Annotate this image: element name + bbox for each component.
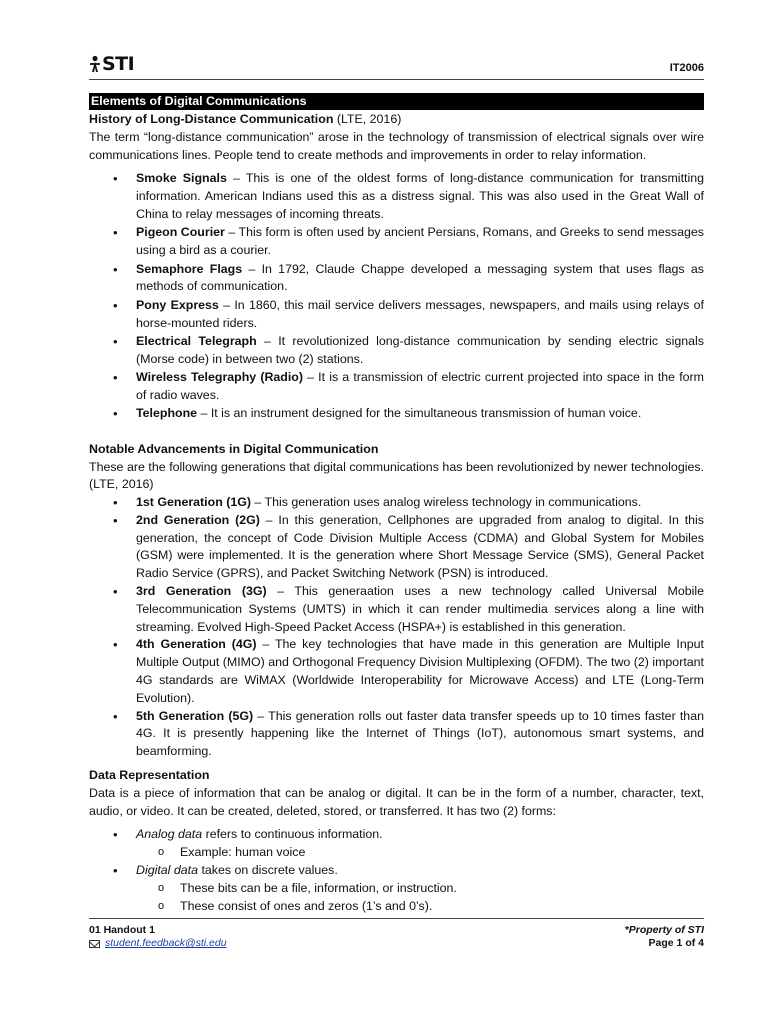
list-item-term: Pigeon Courier xyxy=(136,225,225,240)
list-item-text: – This generation rolls out faster data transfer speeds up to 10 times faster than 4G. It is presently happening like the Internet of Things (IoT), autonomous smart systems, and beamforming. xyxy=(136,708,704,759)
footer-divider xyxy=(89,918,704,919)
title-bar: Elements of Digital Communications xyxy=(89,93,704,110)
list-item-text: – This generation uses analog wireless technology in communications. xyxy=(250,495,642,510)
list-item-term: Analog data xyxy=(136,827,203,842)
list-item-term: Pony Express xyxy=(136,297,219,312)
property-notice: *Property of STI xyxy=(624,924,704,936)
history-list xyxy=(89,170,704,423)
list-item xyxy=(89,636,704,707)
email-row xyxy=(89,937,227,950)
list-item-term: Semaphore Flags xyxy=(136,261,243,276)
list-item-term: Wireless Telegraphy (Radio) xyxy=(136,370,303,385)
footer-right xyxy=(625,924,704,950)
section-title-advancements: Notable Advancements in Digital Communication xyxy=(89,441,379,456)
list-item-term: Smoke Signals xyxy=(136,171,227,186)
list-item-text: – This form is often used by ancient Persians, Romans, and Greeks to send messages using a bird as a courier. xyxy=(136,225,704,258)
list-item xyxy=(89,224,704,260)
document-code: IT2006 xyxy=(669,62,704,74)
list-item xyxy=(89,261,704,297)
section-intro-history: The term “long-distance communication” arose in the technology of transmission of electrical signals over wire communications lines. People tend to create methods and improvements in order to relay information. xyxy=(89,129,704,162)
list-item-term: 3rd Generation (3G) xyxy=(136,584,267,599)
list-item-text: – In 1860, this mail service delivers messages, newspapers, and mails using relays of horse-mounted riders. xyxy=(136,297,704,330)
list-item xyxy=(89,494,704,512)
section-title-history xyxy=(89,111,704,129)
sti-logo xyxy=(89,52,134,76)
list-item-text: – It is a transmission of electric current projected into space in the form of radio waves. xyxy=(136,370,704,402)
sti-logo-icon xyxy=(89,55,101,73)
header-divider xyxy=(89,79,704,80)
list-item xyxy=(89,512,704,583)
section-intro-data-representation: Data is a piece of information that can be analog or digital. It can be in the form of a number, character, text, audio, or video. It can be created, deleted, stored, or transferred. It has two (2) forms: xyxy=(89,785,704,818)
list-item xyxy=(89,826,704,862)
list-item xyxy=(89,405,704,423)
page-number: Page 1 of 4 xyxy=(648,937,704,949)
list-item-text: – In 1792, Claude Chappe developed a messaging system that uses flags as methods of communication. xyxy=(136,261,704,294)
list-item-text: takes on discrete values. xyxy=(198,863,338,878)
list-item-text: – It is an instrument designed for the simultaneous transmission of human voice. xyxy=(197,406,642,421)
list-item xyxy=(89,708,704,761)
list-item-term: Digital data xyxy=(136,863,198,878)
list-item xyxy=(89,297,704,333)
sub-list-item: o These bits can be a file, information, or instruction. xyxy=(136,880,704,898)
list-item xyxy=(89,583,704,636)
sub-list-item: o These consist of ones and zeros (1’s and 0’s). xyxy=(136,898,704,916)
handout-number: 01 Handout 1 xyxy=(89,924,155,936)
sub-list xyxy=(136,880,704,916)
list-item-text: – It revolutionized long-distance communication by sending electric signals (Morse code) in between two (2) stations. xyxy=(136,333,704,366)
list-item-text: – This generaation uses a new technology called Universal Mobile Telecommunication Systems (UMTS) in which it can render multimedia services along a line with streaming. Evolved High-Speed Packet Access (HSPA+) is established in this generation. xyxy=(136,584,705,634)
list-item xyxy=(89,369,704,405)
list-item xyxy=(89,862,704,915)
list-item-text: refers to continuous information. xyxy=(202,827,383,842)
sub-list xyxy=(136,844,704,862)
document-body xyxy=(89,93,704,915)
list-item-term: Telephone xyxy=(136,406,198,421)
envelope-icon xyxy=(89,940,100,948)
list-item-text: – In this generation, Cellphones are upgraded from analog to digital. In this generation, the concept of Code Division Multiple Access (CDMA) and Global System for Mobiles (GSM) were implemented. It is the generation where Short Message Service (SMS), General Packet Radio Service (GPRS), and Packet Switching Network (PSN) is introduced. xyxy=(136,512,704,581)
section-intro-advancements: These are the following generations that digital communications has been revolutionized by newer technologies. (LTE, 2016) xyxy=(89,459,704,492)
list-item-term: Electrical Telegraph xyxy=(136,333,257,348)
data-forms-list xyxy=(89,826,704,915)
generations-list xyxy=(89,494,704,761)
section-title-history-text: History of Long-Distance Communication xyxy=(89,112,334,126)
list-item xyxy=(89,333,704,369)
list-item-term: 5th Generation (5G) xyxy=(136,708,254,723)
footer-left xyxy=(89,924,227,950)
section-title-data-representation: Data Representation xyxy=(89,768,210,783)
list-item-term: 2nd Generation (2G) xyxy=(136,512,260,527)
sub-list-item: o Example: human voice xyxy=(136,844,704,862)
logo-text: STI xyxy=(102,53,135,75)
section-title-history-cite: (LTE, 2016) xyxy=(333,112,402,126)
list-item-term: 1st Generation (1G) xyxy=(136,495,251,510)
list-item-text: – The key technologies that have made in this generation are Multiple Input Multiple Output (MIMO) and Orthogonal Frequency Division Multiplexing (OFDM). The two (2) important 4G standards are WiMAX (Worldwide Interoperability for Microwave Access) and LTE (Long-Term Evolution). xyxy=(136,637,704,705)
list-item-term: 4th Generation (4G) xyxy=(136,637,257,652)
feedback-email-link[interactable]: student.feedback@sti.edu xyxy=(105,937,227,949)
list-item-text: – This is one of the oldest forms of long-distance communication for transmitting information. American Indians used this as a distress signal. This was also used in the Great Wall of China to relay messages of incoming threats. xyxy=(136,171,704,221)
list-item xyxy=(89,170,704,223)
